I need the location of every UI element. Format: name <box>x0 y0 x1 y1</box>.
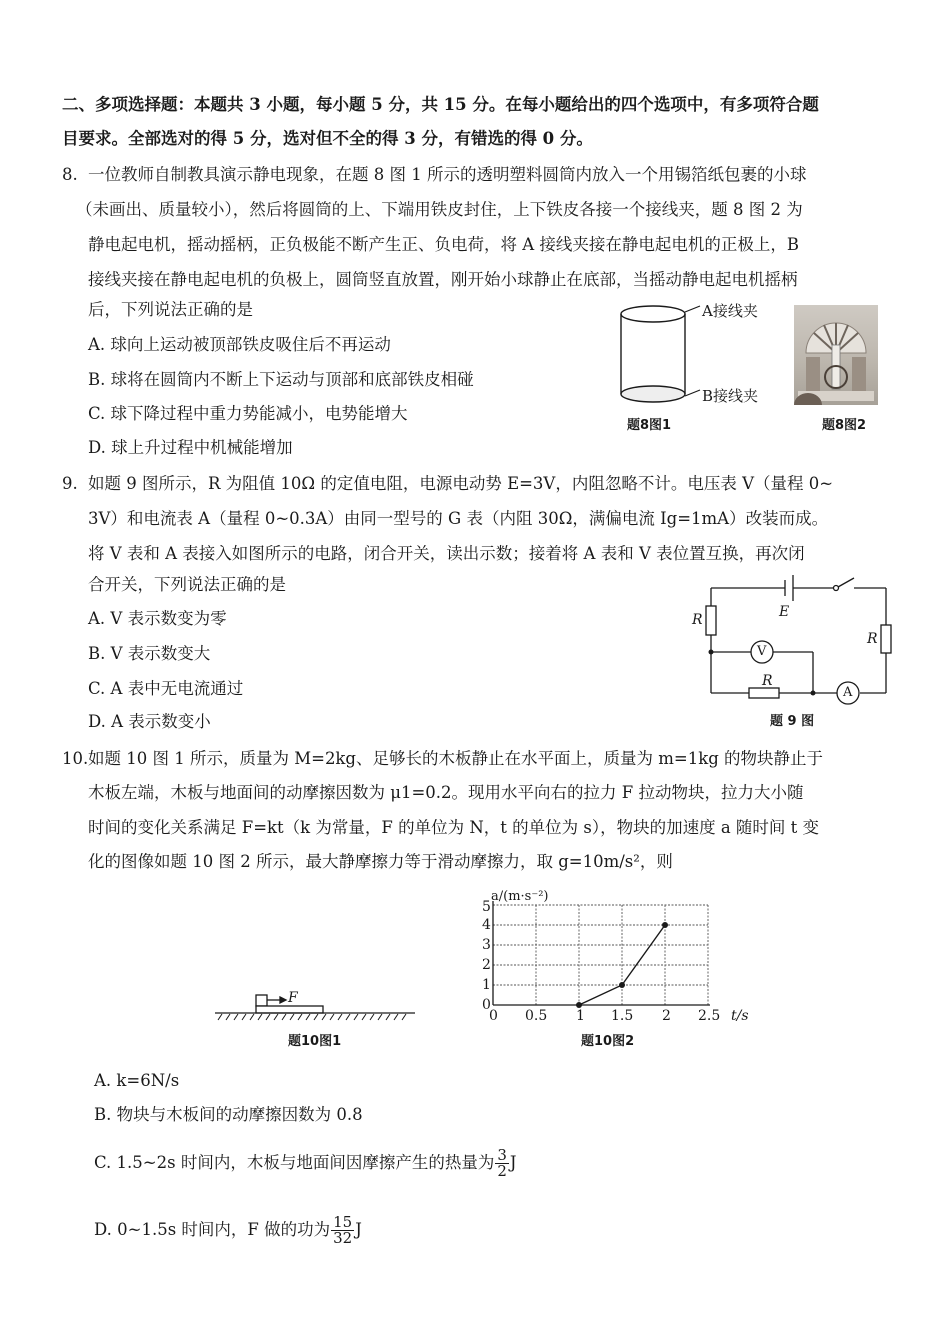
option-b[interactable] <box>94 1104 363 1126</box>
option-c[interactable] <box>88 678 243 700</box>
label-resistor-left: R <box>692 612 703 628</box>
x-tick: 1.5 <box>611 1008 634 1024</box>
option-text: 球将在圆筒内不断上下运动与顶部和底部铁皮相碰 <box>110 370 474 389</box>
stem-line: 接线夹接在静电起电机的负极上，圆筒竖直放置，刚开始小球静止在底部，当摇动静电起电机摇柄 <box>88 270 798 289</box>
option-d[interactable] <box>88 437 293 459</box>
stem-line: 如题 10 图 1 所示，质量为 M=2kg、足够长的木板静止在水平面上，质量为 m=1kg 的物块静止于 <box>88 749 824 768</box>
figure-caption: 题8图2 <box>822 418 867 433</box>
x-axis-label: t/s <box>731 1008 749 1024</box>
label-a-clip: A接线夹 <box>702 302 758 320</box>
option-text: 球向上运动被顶部铁皮吸住后不再运动 <box>110 335 391 354</box>
y-tick: 3 <box>482 937 491 953</box>
option-text: k=6N/s <box>116 1071 180 1090</box>
stem-line: 时间的变化关系满足 F=kt（k 为常量，F 的单位为 N，t 的单位为 s），物块的加速度 a 随时间 t 变 <box>88 818 820 837</box>
stem-line: 如题 9 图所示，R 为阻值 10Ω 的定值电阻，电源电动势 E=3V，内阻忽略不计。电压表 V（量程 0~ <box>88 474 834 493</box>
stem-line: 3V）和电流表 A（量程 0~0.3A）由同一型号的 G 表（内阻 30Ω，满偏电流 Ig=1mA）改装而成。 <box>88 509 829 528</box>
fraction-numerator: 3 <box>497 1146 507 1164</box>
option-letter: C. <box>88 404 106 423</box>
label-emf: E <box>779 604 790 620</box>
y-tick: 4 <box>482 917 491 933</box>
option-text: A 表中无电流通过 <box>110 679 244 698</box>
option-a[interactable] <box>88 334 391 356</box>
option-letter: D. <box>88 438 106 457</box>
option-text: V 表示数变为零 <box>110 609 227 628</box>
option-text: V 表示数变大 <box>110 644 211 663</box>
label-resistor-right: R <box>867 631 878 647</box>
electrostatic-generator-photo <box>794 305 878 405</box>
ammeter-label: A <box>843 685 853 700</box>
option-a[interactable] <box>88 608 227 630</box>
option-text: 球下降过程中重力势能减小，电势能增大 <box>110 404 408 423</box>
option-a[interactable] <box>94 1070 179 1092</box>
option-letter: A. <box>88 335 106 354</box>
stem-line: 静电起电机，摇动摇柄，正负极能不断产生正、负电荷，将 A 接线夹接在静电起电机的正极上，B <box>88 235 800 254</box>
block-board-figure <box>210 990 420 1026</box>
stem-line: 后，下列说法正确的是 <box>88 300 253 319</box>
label-b-clip: B接线夹 <box>702 387 759 405</box>
figure-caption: 题8图1 <box>627 418 672 433</box>
fraction-denominator: 2 <box>497 1162 507 1180</box>
fraction <box>495 1148 509 1179</box>
stem-line: 化的图像如题 10 图 2 所示，最大静摩擦力等于滑动摩擦力，取 g=10m/s²，则 <box>88 852 673 871</box>
stem-line: （未画出、质量较小），然后将圆筒的上、下端用铁皮封住，上下铁皮各接一个接线夹，题 8 图 2 为 <box>76 200 803 219</box>
fraction-denominator: 32 <box>333 1229 353 1247</box>
option-text: A 表示数变小 <box>111 712 211 731</box>
figure-caption: 题10图1 <box>288 1034 342 1049</box>
circuit-diagram <box>670 575 900 715</box>
stem-line: 将 V 表和 A 表接入如图所示的电路，闭合开关，读出示数；接着将 A 表和 V 表位置互换，再次闭 <box>88 544 805 563</box>
option-text: 物块与木板间的动摩擦因数为 0.8 <box>116 1105 363 1124</box>
option-text: 0~1.5s 时间内，F 做的功为 <box>117 1220 331 1239</box>
option-text: 球上升过程中机械能增加 <box>111 438 293 457</box>
option-c[interactable] <box>94 1146 517 1180</box>
option-letter: C. <box>94 1153 112 1172</box>
stem-line: 一位教师自制教具演示静电现象，在题 8 图 1 所示的透明塑料圆筒内放入一个用锡箔纸包裹的小球 <box>88 165 807 184</box>
section-heading-line2: 目要求。全部选对的得 5 分，选对但不全的得 3 分，有错选的得 0 分。 <box>62 129 593 148</box>
option-d[interactable] <box>88 711 211 733</box>
unit: J <box>355 1220 362 1239</box>
figure-caption: 题10图2 <box>581 1034 635 1049</box>
section-heading-line1: 二、多项选择题：本题共 3 小题，每小题 5 分，共 15 分。在每小题给出的四个选项中，有多项符合题 <box>62 95 819 114</box>
label-resistor-bottom: R <box>762 673 773 689</box>
option-letter: B. <box>94 1105 112 1124</box>
fraction-numerator: 15 <box>333 1213 353 1231</box>
cylinder-figure <box>610 298 790 410</box>
y-tick: 2 <box>482 957 491 973</box>
question-number: 8. <box>62 165 78 184</box>
x-tick: 2 <box>662 1008 671 1024</box>
x-tick: 0.5 <box>525 1008 548 1024</box>
stem-line: 木板左端，木板与地面间的动摩擦因数为 μ1=0.2。现用水平向右的拉力 F 拉动物块，拉力大小随 <box>88 783 804 802</box>
option-letter: A. <box>88 609 106 628</box>
question-number: 10. <box>62 749 89 768</box>
option-letter: C. <box>88 679 106 698</box>
y-axis-label: a/(m·s⁻²) <box>491 889 549 904</box>
y-tick: 5 <box>482 899 491 915</box>
figure-caption: 题 9 图 <box>770 714 815 729</box>
option-text: 1.5~2s 时间内，木板与地面间因摩擦产生的热量为 <box>116 1153 495 1172</box>
voltmeter-label: V <box>757 644 767 659</box>
force-label: F <box>288 990 298 1006</box>
y-tick: 1 <box>482 977 491 993</box>
option-letter: B. <box>88 370 106 389</box>
option-letter: A. <box>94 1071 112 1090</box>
fraction <box>331 1215 354 1246</box>
option-d[interactable] <box>94 1213 362 1247</box>
x-tick: 2.5 <box>698 1008 721 1024</box>
question-number: 9. <box>62 474 78 493</box>
option-c[interactable] <box>88 403 408 425</box>
option-b[interactable] <box>88 369 474 391</box>
y-tick: 0 <box>482 997 491 1013</box>
unit: J <box>509 1153 517 1172</box>
x-tick: 0 <box>489 1008 498 1024</box>
stem-line: 合开关，下列说法正确的是 <box>88 575 286 594</box>
option-letter: B. <box>88 644 106 663</box>
option-letter: D. <box>88 712 106 731</box>
option-letter: D. <box>94 1220 112 1239</box>
x-tick: 1 <box>576 1008 585 1024</box>
option-b[interactable] <box>88 643 210 665</box>
